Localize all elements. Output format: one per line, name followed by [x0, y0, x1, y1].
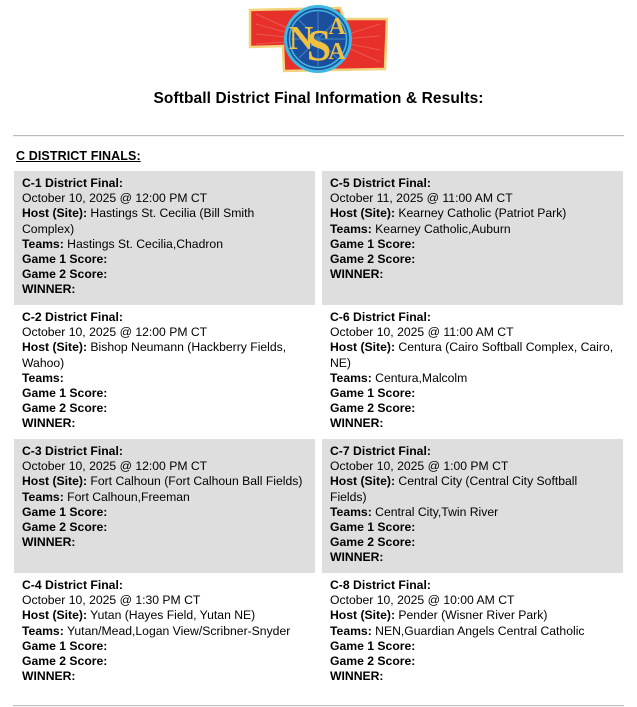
host-value: Pender (Wisner River Park)	[395, 608, 548, 623]
game1-label: Game 1 Score:	[22, 386, 108, 401]
host-value-line	[330, 608, 615, 623]
host-value-line	[330, 340, 615, 370]
game2-label: Game 2 Score:	[330, 654, 416, 669]
teams-value: Yutan/Mead,Logan View/Scribner-Snyder	[63, 623, 291, 638]
game2-value-line	[22, 520, 307, 535]
teams-value-line	[22, 624, 307, 639]
svg-text:A: A	[327, 39, 346, 65]
district-title: C-7 District Final:	[330, 444, 431, 458]
host-value-line	[22, 340, 307, 370]
teams-value-line	[330, 222, 615, 237]
host-value: Kearney Catholic (Patriot Park)	[395, 206, 567, 221]
game1-label: Game 1 Score:	[330, 520, 416, 535]
host-value: Bishop Neumann (Hackberry Fields, Wahoo)	[22, 340, 287, 370]
host-value: Yutan (Hayes Field, Yutan NE)	[87, 608, 256, 623]
winner-label: WINNER:	[330, 416, 384, 431]
winner-line	[22, 282, 307, 297]
game1-value-line	[330, 237, 615, 252]
teams-value-line	[22, 490, 307, 505]
host-value: Centura (Cairo Softball Complex, Cairo, NE)	[330, 340, 614, 370]
host-label: Host (Site):	[22, 474, 87, 489]
teams-value-line	[330, 624, 615, 639]
game2-value-line	[22, 654, 307, 669]
district-datetime: October 10, 2025 @ 1:00 PM CT	[330, 459, 509, 474]
teams-value: NEN,Guardian Angels Central Catholic	[371, 623, 585, 638]
winner-label: WINNER:	[22, 416, 76, 431]
logo-container	[0, 0, 637, 78]
teams-value: Fort Calhoun,Freeman	[63, 489, 190, 504]
district-title: C-8 District Final:	[330, 578, 431, 592]
svg-text:S: S	[306, 21, 331, 70]
host-label: Host (Site):	[330, 206, 395, 221]
host-label: Host (Site):	[22, 206, 87, 221]
district-title: C-1 District Final:	[22, 176, 123, 190]
district-cell	[14, 171, 315, 305]
teams-value: Kearney Catholic,Auburn	[371, 221, 511, 236]
game1-label: Game 1 Score:	[22, 252, 108, 267]
host-value-line	[22, 206, 307, 236]
teams-value-line	[330, 371, 615, 386]
district-cell	[322, 439, 623, 573]
district-cell	[322, 573, 623, 691]
winner-line	[22, 535, 307, 550]
game2-label: Game 2 Score:	[330, 401, 416, 416]
game1-label: Game 1 Score:	[330, 638, 416, 653]
teams-label: Teams:	[22, 623, 64, 638]
game1-label: Game 1 Score:	[330, 386, 416, 401]
game1-value-line	[22, 639, 307, 654]
winner-label: WINNER:	[22, 669, 76, 684]
district-cell	[14, 439, 315, 573]
teams-value: Centura,Malcolm	[371, 370, 468, 385]
district-grid	[14, 171, 623, 691]
teams-label: Teams:	[330, 623, 372, 638]
winner-line	[330, 416, 615, 431]
game2-value-line	[22, 267, 307, 282]
host-value: Central City (Central City Softball Fields)	[330, 474, 578, 504]
winner-line	[330, 550, 615, 565]
host-value-line	[330, 206, 615, 221]
district-cell	[322, 171, 623, 305]
teams-label: Teams:	[330, 221, 372, 236]
game2-value-line	[330, 535, 615, 550]
winner-label: WINNER:	[330, 669, 384, 684]
district-title: C-3 District Final:	[22, 444, 123, 458]
game1-value-line	[22, 252, 307, 267]
teams-value-line	[22, 237, 307, 252]
page-title: Softball District Final Information & Results:	[153, 90, 484, 107]
host-value-line	[22, 474, 307, 489]
winner-line	[22, 669, 307, 684]
district-datetime: October 11, 2025 @ 11:00 AM CT	[330, 191, 513, 206]
game1-value-line	[330, 386, 615, 401]
host-value-line	[330, 474, 615, 504]
teams-label: Teams:	[330, 504, 372, 519]
game2-label: Game 2 Score:	[330, 252, 416, 267]
district-datetime: October 10, 2025 @ 10:00 AM CT	[330, 593, 515, 608]
district-datetime: October 10, 2025 @ 1:30 PM CT	[22, 593, 201, 608]
teams-label: Teams:	[22, 236, 64, 251]
teams-value: Hastings St. Cecilia,Chadron	[63, 236, 223, 251]
winner-label: WINNER:	[22, 282, 76, 297]
district-cell	[322, 305, 623, 439]
winner-line	[330, 669, 615, 684]
host-label: Host (Site):	[330, 474, 395, 489]
district-title: C-4 District Final:	[22, 578, 123, 592]
svg-text:A: A	[327, 14, 346, 40]
game1-value-line	[22, 386, 307, 401]
teams-label: Teams:	[22, 370, 64, 385]
district-datetime: October 10, 2025 @ 12:00 PM CT	[22, 459, 208, 474]
district-datetime: October 10, 2025 @ 12:00 PM CT	[22, 191, 208, 206]
game1-value-line	[22, 505, 307, 520]
teams-value-line	[330, 505, 615, 520]
winner-line	[22, 416, 307, 431]
class-section-header: C DISTRICT FINALS:	[16, 149, 141, 163]
host-label: Host (Site):	[330, 340, 395, 355]
district-datetime: October 10, 2025 @ 12:00 PM CT	[22, 325, 208, 340]
winner-label: WINNER:	[330, 267, 384, 282]
host-value: Fort Calhoun (Fort Calhoun Ball Fields)	[87, 474, 303, 489]
game2-value-line	[330, 654, 615, 669]
game1-label: Game 1 Score:	[22, 638, 108, 653]
game1-value-line	[330, 520, 615, 535]
teams-value: Central City,Twin River	[371, 504, 499, 519]
game2-value-line	[330, 252, 615, 267]
district-datetime: October 10, 2025 @ 11:00 AM CT	[330, 325, 514, 340]
district-title: C-2 District Final:	[22, 310, 123, 324]
game2-label: Game 2 Score:	[330, 535, 416, 550]
game2-label: Game 2 Score:	[22, 520, 108, 535]
teams-value-line	[22, 371, 307, 386]
teams-label: Teams:	[330, 370, 372, 385]
top-divider	[13, 135, 624, 137]
host-label: Host (Site):	[22, 340, 87, 355]
district-title: C-6 District Final:	[330, 310, 431, 324]
game1-label: Game 1 Score:	[330, 236, 416, 251]
district-cell	[14, 573, 315, 691]
district-title: C-5 District Final:	[330, 176, 431, 190]
game2-value-line	[22, 401, 307, 416]
game2-value-line	[330, 401, 615, 416]
game2-label: Game 2 Score:	[22, 401, 108, 416]
game2-label: Game 2 Score:	[22, 267, 108, 282]
host-label: Host (Site):	[330, 608, 395, 623]
game2-label: Game 2 Score:	[22, 654, 108, 669]
host-label: Host (Site):	[22, 608, 87, 623]
district-cell	[14, 305, 315, 439]
game1-value-line	[330, 639, 615, 654]
winner-label: WINNER:	[22, 535, 76, 550]
nsaa-logo-icon	[244, 2, 394, 78]
winner-label: WINNER:	[330, 550, 384, 565]
game1-label: Game 1 Score:	[22, 504, 108, 519]
host-value: Hastings St. Cecilia (Bill Smith Complex)	[22, 206, 255, 236]
host-value-line	[22, 608, 307, 623]
svg-text:N: N	[288, 20, 313, 57]
teams-label: Teams:	[22, 489, 64, 504]
winner-line	[330, 267, 615, 282]
